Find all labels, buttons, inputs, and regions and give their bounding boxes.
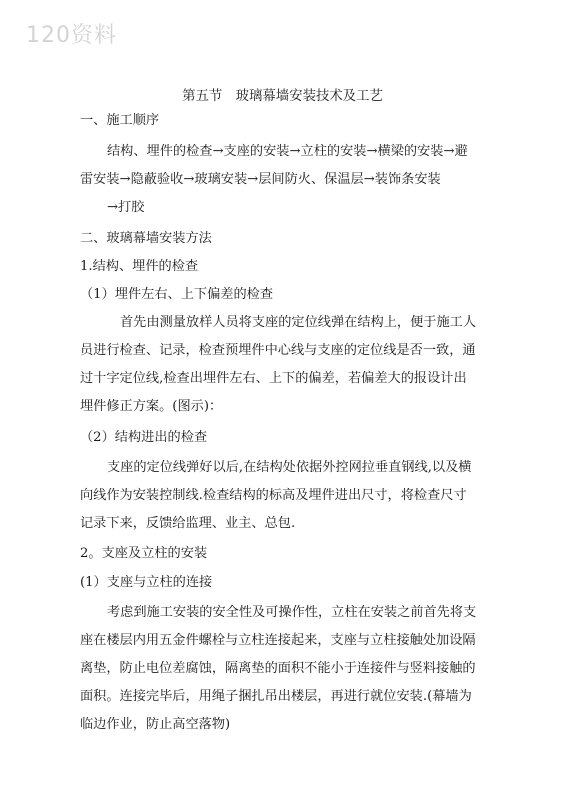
paragraph-line: 考虑到施工安装的安全性及可操作性，立柱在安装之前首先将支	[107, 605, 477, 620]
page-title: 第五节 玻璃幕墙安装技术及工艺	[182, 89, 383, 104]
subsection-heading: 2。支座及立柱的安装	[80, 546, 208, 561]
paragraph-line: →打胶	[107, 200, 145, 215]
item-heading: （1）埋件左右、上下偏差的检查	[80, 287, 274, 302]
item-heading: (1）支座与立柱的连接	[80, 575, 213, 590]
paragraph-line: 埋件修正方案。(图示)：	[80, 399, 223, 414]
paragraph-line: 结构、埋件的检查→支座的安装→立柱的安装→横梁的安装→避	[107, 144, 468, 159]
paragraph-line: 向线作为安装控制线.检查结构的标高及埋件进出尺寸，将检查尺寸	[80, 488, 467, 503]
paragraph-line: 座在楼层内用五金件螺栓与立柱连接起来，支座与立柱接触处加设隔	[80, 633, 476, 648]
paragraph-line: 支座的定位线弹好以后,在结构处依据外控网拉垂直钢线,以及横	[107, 460, 472, 475]
paragraph-line: 员进行检查、记录，检查预埋件中心线与支座的定位线是否一致，通	[80, 343, 476, 358]
watermark-logo: 120资料	[26, 23, 117, 48]
paragraph-line: 雷安装→隐蔽验收→玻璃安装→层间防火、保温层→装饰条安装	[80, 172, 441, 187]
paragraph-line: 过十字定位线,检查出埋件左右、上下的偏差，若偏差大的报设计出	[80, 371, 467, 386]
subsection-heading: 1.结构、埋件的检查	[80, 259, 199, 274]
paragraph-line: 记录下来，反馈给监理、业主、总包.	[80, 516, 296, 531]
paragraph-line: 首先由测量放样人员将支座的定位线弹在结构上，便于施工人	[120, 315, 477, 330]
paragraph-line: 临边作业，防止高空落物)	[80, 717, 231, 732]
paragraph-line: 面积。连接完毕后，用绳子捆扎吊出楼层，再进行就位安装.(幕墙为	[80, 689, 472, 704]
section-2-heading: 二、玻璃幕墙安装方法	[80, 231, 212, 246]
item-heading: （2）结构进出的检查	[80, 430, 208, 445]
section-1-heading: 一、施工顺序	[80, 113, 160, 128]
paragraph-line: 离垫，防止电位差腐蚀，隔离垫的面积不能小于连接件与竖料接触的	[80, 661, 476, 676]
